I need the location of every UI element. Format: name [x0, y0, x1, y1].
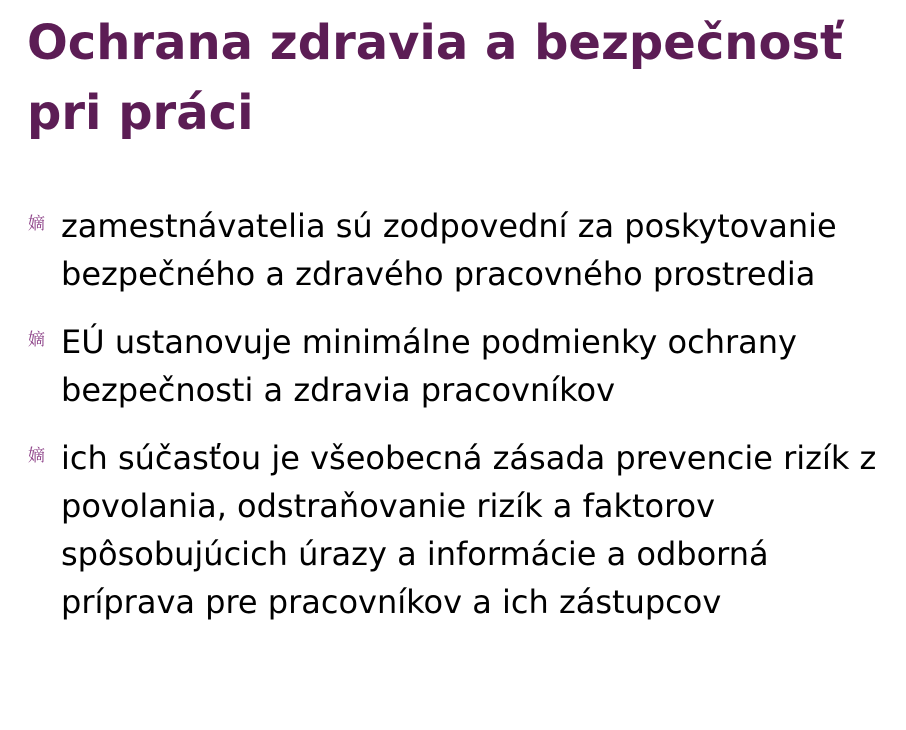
bullet-item	[26, 318, 886, 414]
bullet-list	[26, 202, 886, 626]
bullet-item	[26, 202, 886, 298]
bullet-text: EÚ ustanovuje minimálne podmienky ochrany bezpečnosti a zdravia pracovníkov	[61, 323, 797, 409]
bullet-icon: 嫡	[28, 214, 45, 234]
bullet-icon: 嫡	[28, 330, 45, 350]
bullet-text: zamestnávatelia sú zodpovední za poskytovanie bezpečného a zdravého pracovného prostredia	[61, 207, 837, 293]
bullet-text: ich súčasťou je všeobecná zásada prevencie rizík z povolania, odstraňovanie rizík a faktorov spôsobujúcich úrazy a informácie a odborná príprava pre pracovníkov a ich zástupcov	[61, 439, 877, 621]
slide-title: Ochrana zdravia a bezpečnosť pri práci	[27, 15, 843, 141]
bullet-item	[26, 434, 886, 626]
bullet-icon: 嫡	[28, 446, 45, 466]
